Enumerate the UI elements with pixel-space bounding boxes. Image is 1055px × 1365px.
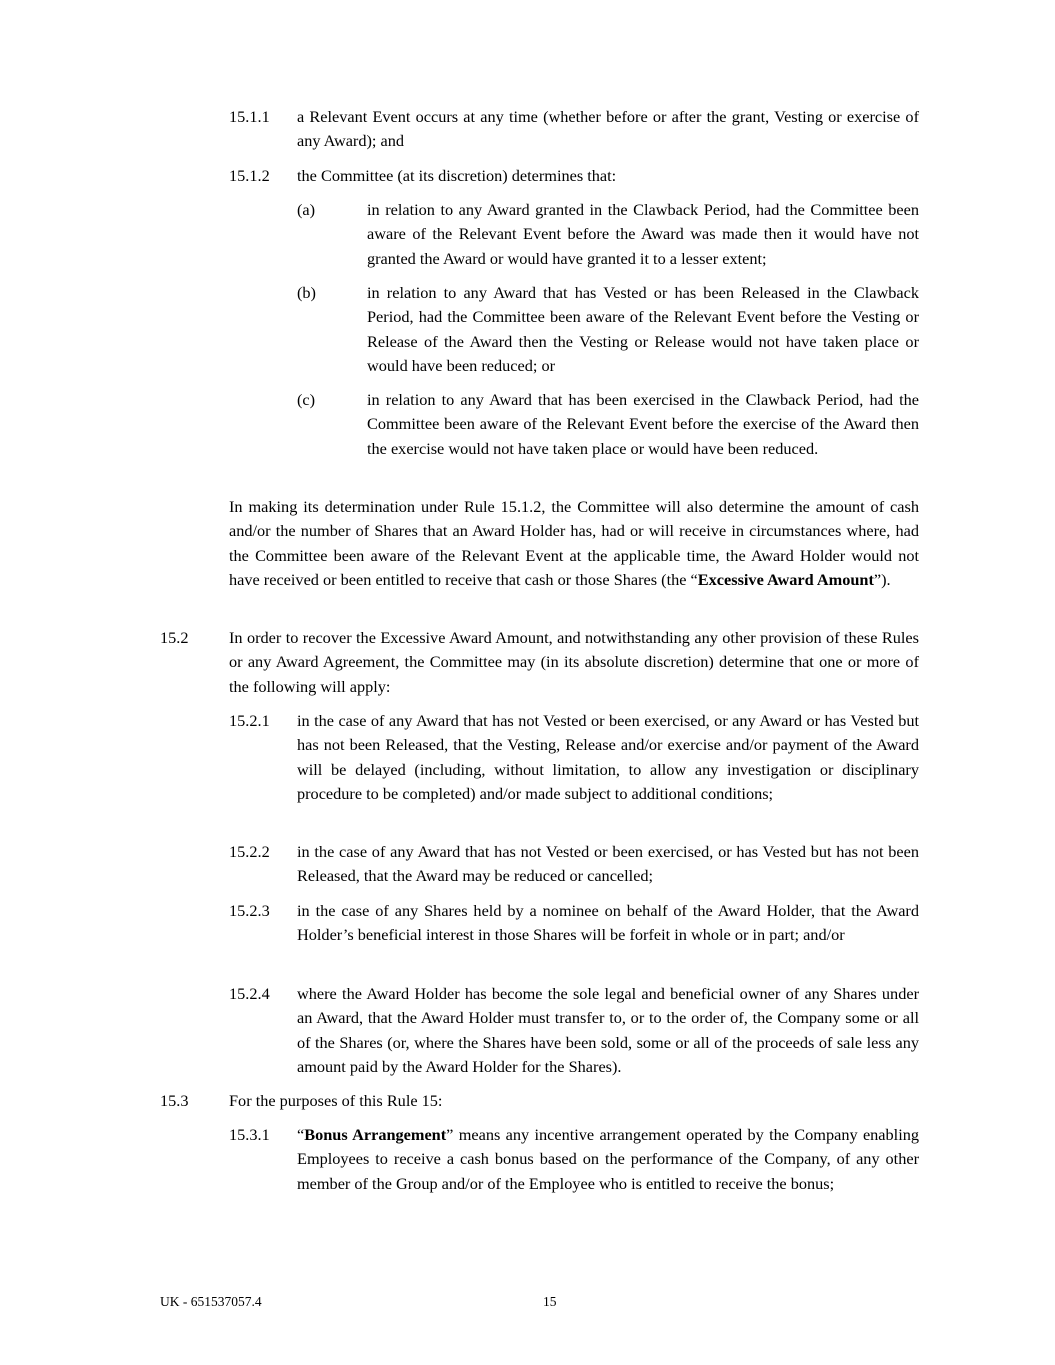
clause-number: 15.3.1 [229,1125,270,1144]
clause-text: in relation to any Award that has Vested or has been Released in the Clawback Period, had the Committee been aware of the Relevant Event before the Vesting or Release of the Award then the Vesting or Release would not have taken place or would have been reduced; or [367,283,919,376]
determination-paragraph [229,495,919,593]
defined-term-excessive-award-amount: Excessive Award Amount [697,570,874,590]
clause-text: a Relevant Event occurs at any time (whether before or after the grant, Vesting or exercise of any Award); and [297,107,919,151]
defined-term-bonus-arrangement: Bonus Arrangement [304,1125,447,1144]
clause-number: 15.2 [160,628,189,647]
subclause-c [297,388,919,461]
clause-15-1-2 [229,164,919,188]
clause-text: For the purposes of this Rule 15: [229,1091,443,1110]
clause-15-2-3 [229,899,919,948]
subclause-b [297,281,919,379]
clause-text [297,1123,919,1196]
clause-number: (c) [297,390,316,409]
clause-number: (b) [297,283,316,302]
clause-15-1-1 [229,105,919,154]
clause-text: in relation to any Award that has been exercised in the Clawback Period, had the Committee been aware of the Relevant Event before the exercise of the Award then the exercise would not have taken place or would have been reduced. [367,390,919,458]
open-quote: “ [297,1125,305,1144]
clause-15-3-1 [229,1123,919,1196]
clause-number: 15.2.1 [229,711,270,730]
clause-number: (a) [297,200,316,219]
clause-text: in relation to any Award granted in the Clawback Period, had the Committee been aware of the Relevant Event before the Award was made then it would have not granted the Award or would have granted it to a lesser extent; [367,200,919,268]
clause-text: where the Award Holder has become the sole legal and beneficial owner of any Shares under an Award, that the Award Holder must transfer to, or to the order of, the Company some or all of the Shares (or, where the Shares have been sold, some or all of the proceeds of sale less any amount paid by the Award Holder for the Shares). [297,984,919,1077]
determination-tail: ”). [873,570,891,590]
clause-number: 15.2.2 [229,842,270,861]
clause-number: 15.2.3 [229,901,270,920]
footer-document-reference: UK - 651537057.4 [160,1294,262,1309]
clause-number: 15.1.2 [229,166,270,185]
clause-number: 15.2.4 [229,984,270,1003]
clause-15-2-2 [229,840,919,889]
clause-number: 15.3 [160,1091,189,1110]
bonus-definition-text: ” means any incentive arrangement operated by the Company enabling Employees to receive a cash bonus based on the performance of the Company, of any other member of the Group and/or of the Employee who is entitled to receive the bonus; [297,1125,920,1193]
clause-15-3 [160,1089,919,1113]
clause-text: the Committee (at its discretion) determines that: [297,166,617,185]
subclause-a [297,198,919,271]
clause-number: 15.1.1 [229,107,270,126]
clause-text: in the case of any Shares held by a nominee on behalf of the Award Holder, that the Award Holder’s beneficial interest in those Shares will be forfeit in whole or in part; and/or [297,901,919,945]
footer-page-number: 15 [543,1294,557,1309]
clause-text: In order to recover the Excessive Award Amount, and notwithstanding any other provision of these Rules or any Award Agreement, the Committee may (in its absolute discretion) determine that one or more of the following will apply: [229,628,919,696]
clause-15-2-1 [229,709,919,807]
determination-text: In making its determination under Rule 15.1.2, the Committee will also determine the amount of cash and/or the number of Shares that an Award Holder has, had or will receive in circumstances where, had the Committee been aware of the Relevant Event at the applicable time, the Award Holder would not have received or been entitled to receive that cash or those Shares (the “ [229,497,919,590]
clause-15-2-4 [229,982,919,1080]
clause-text: in the case of any Award that has not Vested or been exercised, or has Vested but has not been Released, that the Award may be reduced or cancelled; [297,842,919,886]
clause-15-2 [160,626,919,699]
clause-text: in the case of any Award that has not Vested or been exercised, or any Award or has Vested but has not been Released, that the Vesting, Release and/or exercise and/or payment of the Award will be delayed (including, without limitation, to allow any investigation or disciplinary procedure to be completed) and/or made subject to additional conditions; [297,711,919,804]
